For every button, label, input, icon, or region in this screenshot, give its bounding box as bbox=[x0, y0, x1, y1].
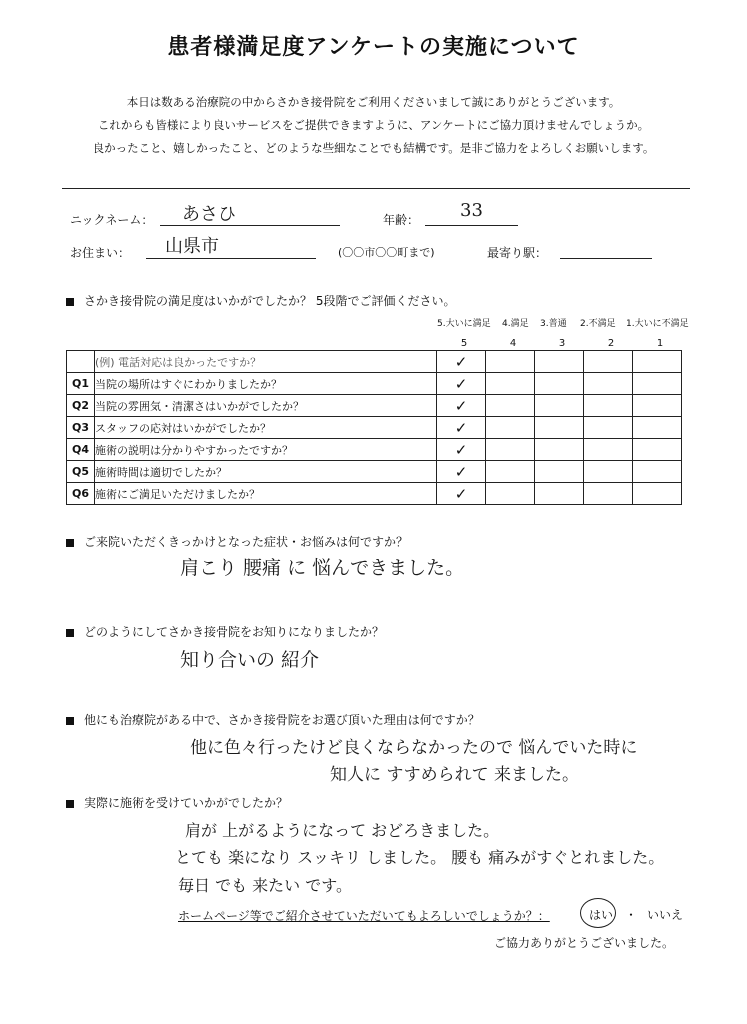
col-3: 3 bbox=[558, 338, 566, 349]
col-5: 5 bbox=[460, 338, 468, 349]
rating-cell-1[interactable] bbox=[633, 373, 682, 395]
scale-3: 3.普通 bbox=[540, 319, 567, 329]
answer-1-line-1: 肩こり 腰痛 に 悩んできました。 bbox=[180, 557, 465, 579]
check-icon: ✓ bbox=[454, 418, 468, 437]
rating-cell-1[interactable] bbox=[633, 483, 682, 505]
bullet-square bbox=[66, 298, 74, 306]
question-id bbox=[67, 351, 95, 373]
rating-cell-1[interactable] bbox=[633, 439, 682, 461]
bullet-square bbox=[66, 717, 74, 725]
rating-cell-3[interactable] bbox=[535, 461, 584, 483]
scale-5: 5.大いに満足 bbox=[437, 319, 491, 329]
nickname-value: あさひ bbox=[182, 204, 236, 225]
rating-cell-1[interactable] bbox=[633, 461, 682, 483]
table-row bbox=[67, 461, 682, 483]
rating-cell-5[interactable] bbox=[437, 439, 486, 461]
question-text: 施術にご満足いただけましたか？ bbox=[95, 483, 437, 505]
question-id: Q1 bbox=[67, 373, 95, 395]
table-row bbox=[67, 439, 682, 461]
rating-cell-1[interactable] bbox=[633, 417, 682, 439]
rating-cell-1[interactable] bbox=[633, 351, 682, 373]
question-3-text: 他にも治療院がある中で、さかき接骨院をお選び頂いた理由は何ですか？ bbox=[84, 713, 480, 727]
question-id: Q6 bbox=[67, 483, 95, 505]
question-text: 施術時間は適切でしたか？ bbox=[95, 461, 437, 483]
col-1: 1 bbox=[656, 338, 664, 349]
rating-cell-1[interactable] bbox=[633, 395, 682, 417]
address-value: 山県市 bbox=[165, 236, 219, 257]
rating-cell-2[interactable] bbox=[584, 417, 633, 439]
question-text: スタッフの応対はいかがでしたか？ bbox=[95, 417, 437, 439]
question-text: (例) 電話対応は良かったですか？ bbox=[95, 351, 437, 373]
question-1 bbox=[66, 533, 408, 550]
bullet-square bbox=[66, 800, 74, 808]
intro-line-2: これからも皆様により良いサービスをご提供できますように、アンケートにご協力頂けませんでしょうか。 bbox=[97, 118, 650, 132]
homepage-yes[interactable]: はい bbox=[589, 908, 614, 922]
rating-cell-4[interactable] bbox=[486, 483, 535, 505]
rating-cell-4[interactable] bbox=[486, 351, 535, 373]
rating-cell-4[interactable] bbox=[486, 373, 535, 395]
intro-line-1: 本日は数ある治療院の中からさかき接骨院をご利用くださいまして誠にありがとうございます。 bbox=[126, 95, 621, 109]
rating-cell-4[interactable] bbox=[486, 461, 535, 483]
yes-circle-mark bbox=[580, 898, 616, 928]
nickname-label: ニックネーム： bbox=[70, 213, 154, 227]
bullet-square bbox=[66, 629, 74, 637]
station-underline bbox=[560, 258, 652, 259]
question-4 bbox=[66, 794, 288, 811]
question-4-text: 実際に施術を受けていかがでしたか？ bbox=[84, 796, 289, 810]
rating-cell-4[interactable] bbox=[486, 395, 535, 417]
question-text: 施術の説明は分かりやすかったですか？ bbox=[95, 439, 437, 461]
rating-heading bbox=[66, 292, 455, 309]
rating-cell-2[interactable] bbox=[584, 483, 633, 505]
thanks-text: ご協力ありがとうございました。 bbox=[494, 936, 675, 950]
table-row bbox=[67, 351, 682, 373]
answer-4-line-2: とても 楽になり スッキリ しました。 腰も 痛みがすぐとれました。 bbox=[175, 848, 665, 867]
rating-cell-3[interactable] bbox=[535, 373, 584, 395]
bullet-square bbox=[66, 539, 74, 547]
rating-cell-2[interactable] bbox=[584, 351, 633, 373]
page-title: 患者様満足度アンケートの実施について bbox=[167, 35, 580, 60]
question-text: 当院の雰囲気・清潔さはいかがでしたか？ bbox=[95, 395, 437, 417]
answer-3-line-2: 知人に すすめられて 来ました。 bbox=[330, 765, 579, 785]
address-underline bbox=[146, 258, 316, 259]
answer-4-line-3: 毎日 でも 来たい です。 bbox=[178, 876, 352, 895]
question-1-text: ご来院いただくきっかけとなった症状・お悩みは何ですか？ bbox=[84, 535, 409, 549]
question-2-text: どのようにしてさかき接骨院をお知りになりましたか？ bbox=[84, 625, 385, 639]
rating-cell-4[interactable] bbox=[486, 439, 535, 461]
rating-heading-text: さかき接骨院の満足度はいかがでしたか？ 5段階でご評価ください。 bbox=[84, 294, 456, 308]
station-label: 最寄り駅： bbox=[487, 246, 548, 260]
age-underline bbox=[425, 225, 518, 226]
rating-cell-2[interactable] bbox=[584, 439, 633, 461]
table-row bbox=[67, 395, 682, 417]
address-label: お住まい： bbox=[70, 246, 131, 260]
check-icon: ✓ bbox=[454, 374, 468, 393]
rating-cell-2[interactable] bbox=[584, 461, 633, 483]
rating-cell-5[interactable] bbox=[437, 461, 486, 483]
rating-cell-4[interactable] bbox=[486, 417, 535, 439]
intro-line-3: 良かったこと、嬉しかったこと、どのような些細なことでも結構です。是非ご協力をよろしくお願いします。 bbox=[92, 141, 655, 155]
question-id: Q3 bbox=[67, 417, 95, 439]
rating-cell-5[interactable] bbox=[437, 395, 486, 417]
homepage-question: ホームページ等でご紹介させていただいてもよろしいでしょうか？： bbox=[178, 909, 550, 923]
col-2: 2 bbox=[607, 338, 615, 349]
nickname-underline bbox=[160, 225, 340, 226]
answer-2-line-1: 知り合いの 紹介 bbox=[180, 649, 320, 671]
table-row bbox=[67, 483, 682, 505]
rating-cell-2[interactable] bbox=[584, 395, 633, 417]
table-row bbox=[67, 373, 682, 395]
rating-cell-3[interactable] bbox=[535, 483, 584, 505]
col-4: 4 bbox=[509, 338, 517, 349]
rating-cell-5[interactable] bbox=[437, 373, 486, 395]
age-label: 年齢： bbox=[383, 213, 420, 227]
rating-cell-3[interactable] bbox=[535, 351, 584, 373]
answer-4-line-1: 肩が 上がるようになって おどろきました。 bbox=[185, 821, 500, 840]
rating-cell-5[interactable] bbox=[437, 417, 486, 439]
rating-cell-5[interactable] bbox=[437, 351, 486, 373]
scale-4: 4.満足 bbox=[502, 319, 529, 329]
rating-cell-3[interactable] bbox=[535, 417, 584, 439]
scale-2: 2.不満足 bbox=[580, 319, 616, 329]
question-id: Q4 bbox=[67, 439, 95, 461]
rating-cell-3[interactable] bbox=[535, 439, 584, 461]
divider bbox=[62, 188, 690, 189]
age-value: 33 bbox=[460, 200, 483, 221]
rating-cell-2[interactable] bbox=[584, 373, 633, 395]
address-note: (〇〇市〇〇町まで) bbox=[338, 246, 435, 259]
rating-table bbox=[66, 350, 682, 505]
answer-3-line-1: 他に色々行ったけど良くならなかったので 悩んでいた時に bbox=[190, 738, 638, 758]
table-row bbox=[67, 417, 682, 439]
rating-cell-3[interactable] bbox=[535, 395, 584, 417]
check-icon: ✓ bbox=[454, 484, 468, 503]
homepage-sep: ・ bbox=[625, 908, 638, 922]
question-3 bbox=[66, 711, 480, 728]
check-icon: ✓ bbox=[454, 440, 468, 459]
homepage-no[interactable]: いいえ bbox=[647, 908, 684, 922]
check-icon: ✓ bbox=[454, 396, 468, 415]
check-icon: ✓ bbox=[454, 462, 468, 481]
question-id: Q2 bbox=[67, 395, 95, 417]
rating-cell-5[interactable] bbox=[437, 483, 486, 505]
scale-1: 1.大いに不満足 bbox=[626, 319, 689, 329]
check-icon: ✓ bbox=[454, 352, 468, 371]
question-text: 当院の場所はすぐにわかりましたか？ bbox=[95, 373, 437, 395]
question-id: Q5 bbox=[67, 461, 95, 483]
question-2 bbox=[66, 623, 384, 640]
